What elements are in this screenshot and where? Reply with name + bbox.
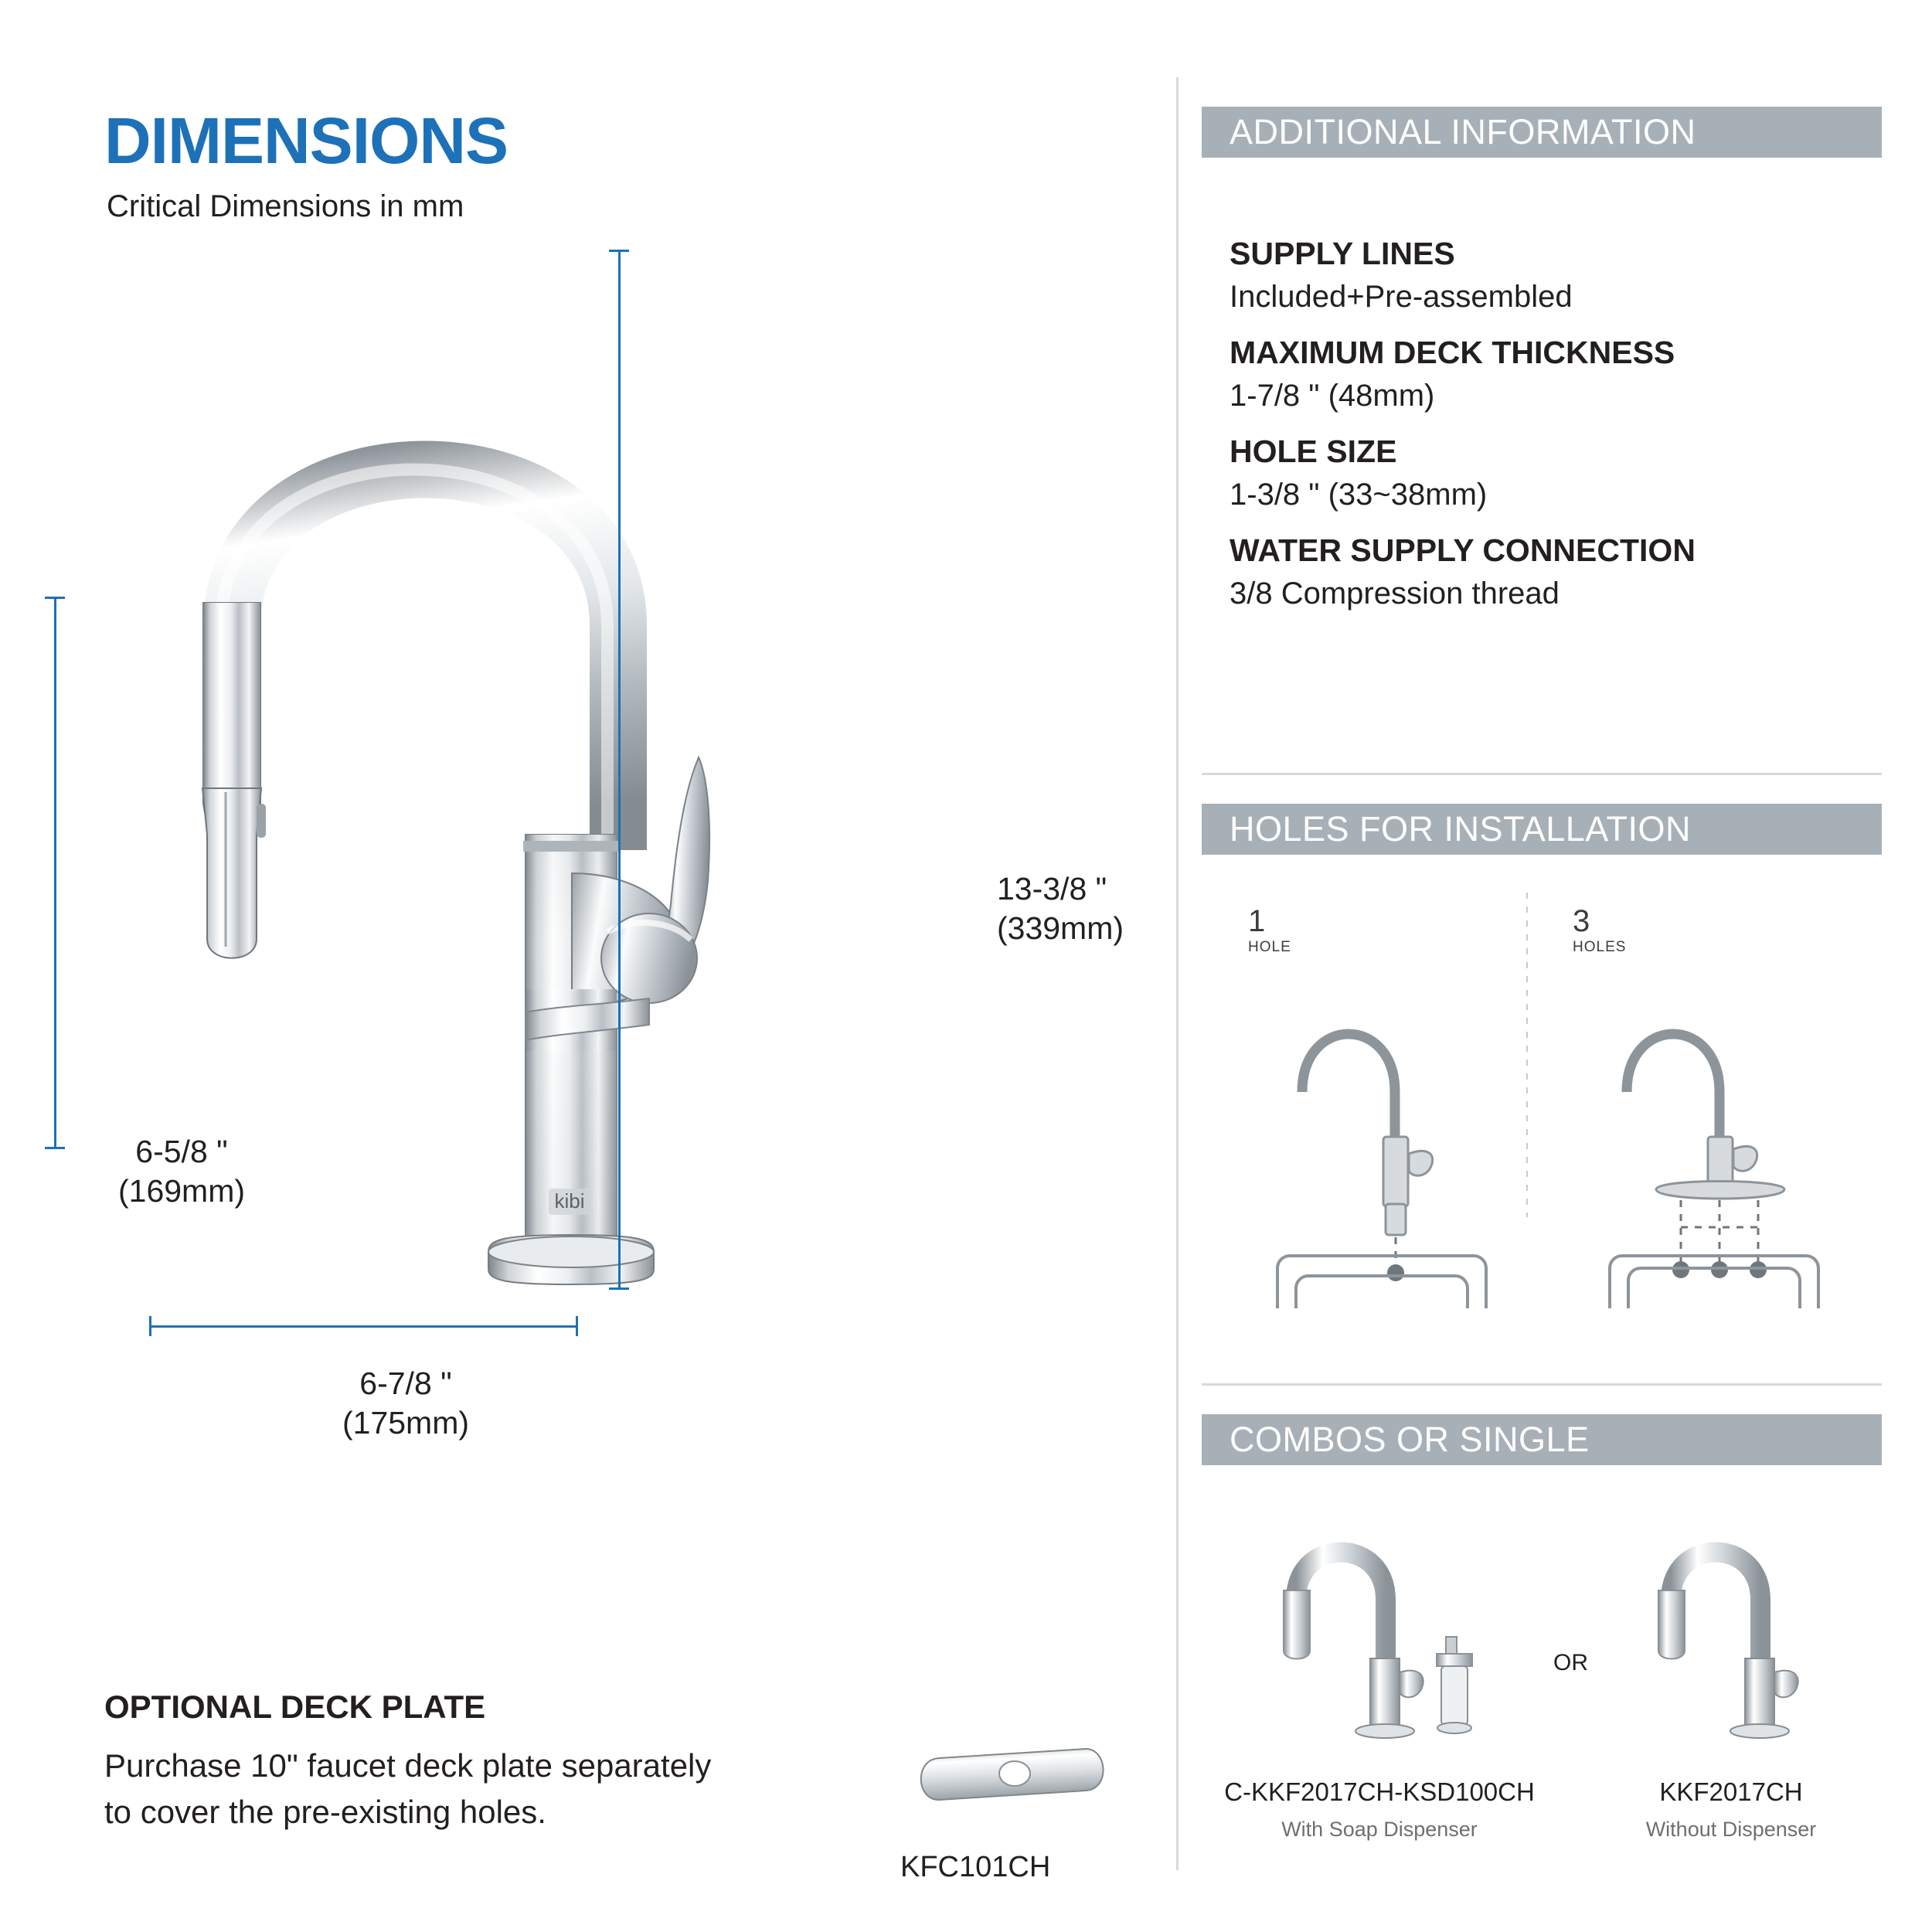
spout-height-value: 6-5/8 " <box>135 1134 228 1169</box>
additional-information-list <box>1230 236 1894 611</box>
column-divider <box>1176 77 1179 1870</box>
faucet-illustration <box>139 371 1028 1468</box>
width-value: 6-7/8 " <box>359 1366 452 1401</box>
info-value: 1-3/8 " (33~38mm) <box>1230 478 1488 512</box>
combo-model-left: C-KKF2017CH-KSD100CH <box>1224 1777 1535 1806</box>
info-value: Included+Pre-assembled <box>1230 280 1573 314</box>
deck-plate-text-line1: Purchase 10" faucet deck plate separately <box>104 1747 712 1784</box>
info-value: 3/8 Compression thread <box>1230 577 1560 611</box>
info-item <box>1230 335 1894 413</box>
one-hole-diagram <box>1248 961 1503 1308</box>
combo-note-left: With Soap Dispenser <box>1281 1818 1478 1841</box>
combo-note-right: Without Dispenser <box>1645 1818 1817 1841</box>
height-dimension-metric: (339mm) <box>997 910 1124 947</box>
svg-text:kibi: kibi <box>554 1189 585 1213</box>
info-label: SUPPLY LINES <box>1230 236 1455 271</box>
height-dimension-cap-top <box>609 250 629 252</box>
height-dimension-line <box>618 250 621 1287</box>
additional-information-bar: ADDITIONAL INFORMATION <box>1202 107 1882 158</box>
page-title: DIMENSIONS <box>104 104 509 177</box>
deck-plate-model: KFC101CH <box>900 1851 1051 1883</box>
or-label: OR <box>1553 1650 1588 1675</box>
combos-or-single-bar: COMBOS OR SINGLE <box>1202 1414 1882 1465</box>
faucet-single-icon <box>1623 1507 1878 1762</box>
info-item <box>1230 532 1894 611</box>
combo-model-right: KKF2017CH <box>1659 1777 1803 1806</box>
hole-unit: HOLE <box>1248 939 1291 955</box>
deck-plate-text-line2: to cover the pre-existing holes. <box>104 1793 546 1830</box>
section-divider-1 <box>1202 773 1882 775</box>
install-options-divider <box>1526 893 1528 1217</box>
spout-height-label <box>85 1132 278 1212</box>
hole-unit: HOLES <box>1573 939 1627 955</box>
spout-height-dimension-line <box>54 597 56 1147</box>
right-column <box>1202 0 1932 1932</box>
section-divider-2 <box>1202 1383 1882 1386</box>
three-hole-diagram <box>1573 961 1835 1308</box>
page-subtitle: Critical Dimensions in mm <box>107 189 464 223</box>
info-label: WATER SUPPLY CONNECTION <box>1230 532 1696 568</box>
width-dimension-line <box>149 1325 578 1328</box>
info-item <box>1230 236 1894 315</box>
combo-option-without-dispenser <box>1623 1507 1878 1762</box>
width-cap-right <box>576 1316 578 1336</box>
width-label <box>305 1364 506 1444</box>
info-label: HOLE SIZE <box>1230 434 1397 469</box>
faucet-with-soap-dispenser-icon <box>1248 1507 1503 1762</box>
info-label: MAXIMUM DECK THICKNESS <box>1230 335 1675 370</box>
spout-height-cap-bottom <box>45 1147 65 1149</box>
hole-count: 1 <box>1248 904 1266 938</box>
height-dimension-label <box>997 869 1182 949</box>
faucet-drawing <box>139 371 1028 1468</box>
height-dimension-cap-bottom <box>609 1287 629 1290</box>
info-value: 1-7/8 " (48mm) <box>1230 379 1435 413</box>
height-dimension-value: 13-3/8 " <box>997 871 1107 906</box>
install-option-1-hole <box>1248 904 1503 1308</box>
optional-deck-plate-title: OPTIONAL DECK PLATE <box>104 1689 486 1725</box>
width-metric: (175mm) <box>342 1405 470 1441</box>
width-cap-left <box>149 1316 151 1336</box>
deck-plate-illustration <box>900 1743 1124 1835</box>
info-item <box>1230 434 1894 512</box>
holes-for-installation-bar: HOLES FOR INSTALLATION <box>1202 804 1882 855</box>
combo-option-with-dispenser <box>1248 1507 1503 1762</box>
optional-deck-plate-text <box>104 1743 711 1835</box>
spout-height-cap-top <box>45 597 65 599</box>
install-option-3-holes <box>1573 904 1835 1308</box>
spout-height-metric: (169mm) <box>117 1173 246 1209</box>
hole-count: 3 <box>1573 904 1590 938</box>
